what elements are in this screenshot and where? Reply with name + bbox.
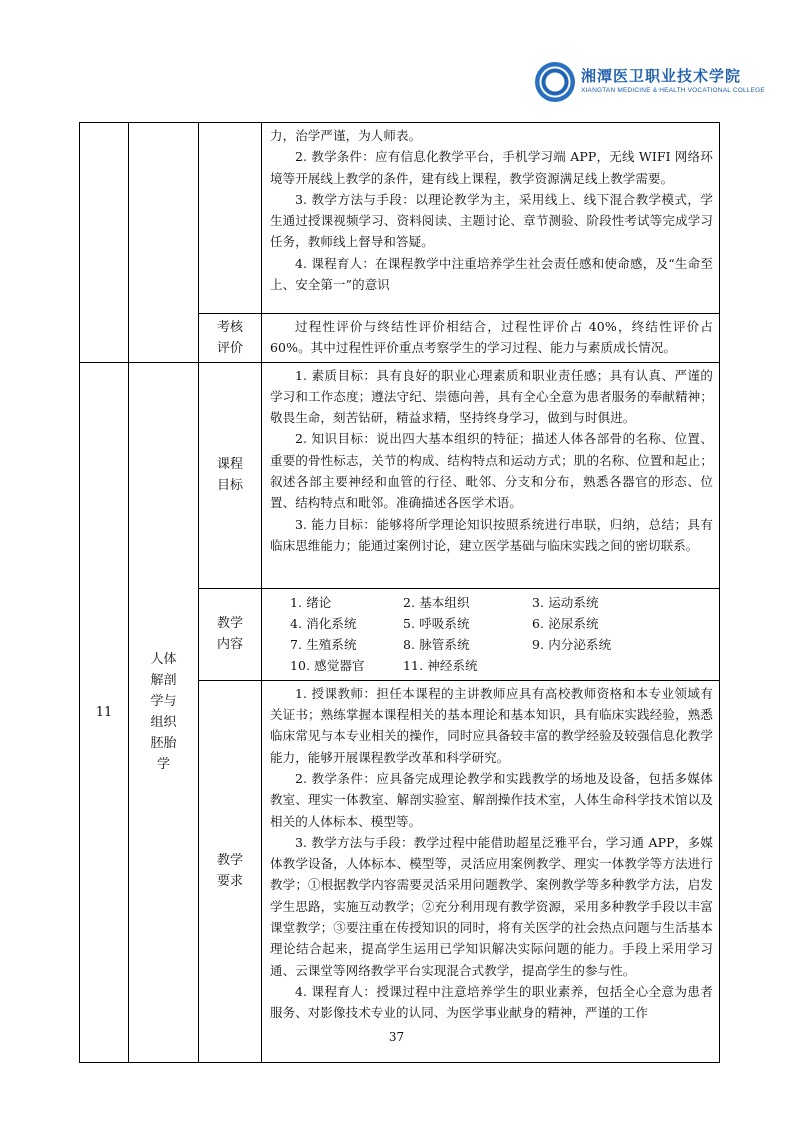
course-table xyxy=(79,122,720,1063)
list-item: 6. 泌尿系统 xyxy=(532,615,599,631)
course-name-cell xyxy=(129,362,199,1062)
course-number: 11 xyxy=(95,704,113,720)
table-row xyxy=(80,123,720,314)
paragraph: 4. 课程育人：在课程教学中注重培养学生社会责任感和使命感，及“生命至上、安全第一”的意识 xyxy=(270,255,713,293)
list-item: 5. 呼吸系统 xyxy=(403,615,470,631)
college-logo xyxy=(535,58,765,108)
paragraph: 2. 教学条件：应有信息化教学平台，手机学习端 APP，无线 WIFI 网络环境等开展线上教学的条件，建有线上课程，教学资源满足线上教学需要。 xyxy=(270,149,713,186)
prev-course-name-cell xyxy=(129,123,199,363)
content-cell xyxy=(262,588,720,680)
list-item: 9. 内分泌系统 xyxy=(532,637,612,653)
prev-requirements-label-cell xyxy=(199,123,262,314)
requirements-cell xyxy=(262,680,720,1062)
list-item: 8. 脉管系统 xyxy=(403,637,470,653)
content-list xyxy=(270,591,713,677)
list-item: 11. 神经系统 xyxy=(403,658,478,674)
paragraph: 3. 教学方法与手段：以理论教学为主，采用线上、线下混合教学模式，学生通过授课视频学习、资料阅读、主题讨论、章节测验、阶段性考试等完成学习任务，教师线上督导和答疑。 xyxy=(270,191,713,250)
content-label-cell xyxy=(199,588,262,680)
logo-chinese-name: 湘潭医卫职业技术学院 xyxy=(581,67,742,85)
list-item: 4. 消化系统 xyxy=(290,615,357,631)
prev-requirements-cell xyxy=(262,123,720,314)
objectives-label: 课程目标 xyxy=(216,457,243,494)
table-row xyxy=(80,362,720,588)
list-item: 7. 生殖系统 xyxy=(290,637,357,653)
paragraph: 2. 知识目标：说出四大基本组织的特征；描述人体各部骨的名称、位置、重要的骨性标志，关节的构成、结构特点和运动方式；肌的名称、位置和起止；叙述各部主要神经和血管的行径、毗邻、分支和分布，熟悉各器官的形态、位置、结构特点和毗邻。准确描述各医学术语。 xyxy=(270,431,713,511)
list-item: 10. 感觉器官 xyxy=(290,658,365,674)
prev-course-number-cell xyxy=(80,123,129,363)
assessment-label-cell xyxy=(199,314,262,363)
course-number-cell xyxy=(80,362,129,1062)
paragraph: 3. 能力目标：能够将所学理论知识按照系统进行串联，归纳，总结；具有临床思维能力；能通过案例讨论，建立医学基础与临床实践之间的密切联系。 xyxy=(270,516,713,553)
objectives-cell xyxy=(262,362,720,588)
college-emblem-icon xyxy=(535,62,575,102)
paragraph: 3. 教学方法与手段：教学过程中能借助超星泛雅平台，学习通 APP，多媒体教学设备，人体标本、模型等，灵活应用案例教学、理实一体教学等方法进行教学；①根据教学内容需要灵活采用问题教学、案例教学等多种教学方法，启发学生思路，实施互动教学；②充分利用现有教学资源，采用多种教学手段以丰富课堂教学；③要注重在传授知识的同时，将有关医学的社会热点问题与生活基本理论结合起来，提高学生运用已学知识解决实际问题的能力。手段上采用学习通、云课堂等网络教学平台实现混合式教学，提高学生的参与性。 xyxy=(270,834,713,978)
list-item: 2. 基本组织 xyxy=(403,594,470,610)
content-label: 教学内容 xyxy=(216,616,243,653)
page-number: 37 xyxy=(388,1030,405,1044)
paragraph: 4. 课程育人：授课过程中注意培养学生的职业素养，包括全心全意为患者服务、对影像技术专业的认同、为医学事业献身的精神，严谨的工作 xyxy=(270,983,713,1021)
paragraph: 1. 授课教师：担任本课程的主讲教师应具有高校教师资格和本专业领域有关证书；熟练掌握本课程相关的基本理论和基本知识，具有临床实践经验，熟悉临床常见与本专业相关的操作，同时应具备较丰富的教学经验及较强信息化教学能力，能够开展课程教学改革和科学研究。 xyxy=(270,685,713,765)
assessment-cell xyxy=(262,314,720,363)
list-item: 3. 运动系统 xyxy=(532,594,599,610)
assessment-label: 考核评价 xyxy=(216,319,243,356)
requirements-label: 教学要求 xyxy=(216,853,243,890)
objectives-label-cell xyxy=(199,362,262,588)
course-name: 人体解剖学与组织胚胎学 xyxy=(150,652,177,773)
requirements-label-cell xyxy=(199,680,262,1062)
list-item: 1. 绪论 xyxy=(290,594,332,610)
paragraph: 力，治学严谨，为人师表。 xyxy=(270,128,422,143)
logo-english-name: XIANGTAN MEDICINE & HEALTH VOCATIONAL COLLEGE xyxy=(581,87,765,94)
paragraph: 1. 素质目标：具有良好的职业心理素质和职业责任感；具有认真、严谨的学习和工作态度；遵法守纪、崇德向善，具有全心全意为患者服务的奉献精神；敬畏生命，刻苦钻研，精益求精，坚持终身学习，做到与时俱进。 xyxy=(270,367,713,426)
paragraph: 2. 教学条件：应具备完成理论教学和实践教学的场地及设备，包括多媒体教室、理实一体教室、解剖实验室、解剖操作技术室，人体生命科学技术馆以及相关的人体标本、模型等。 xyxy=(270,770,713,829)
assessment-text: 过程性评价与终结性评价相结合，过程性评价占 40%，终结性评价占 60%。其中过程性评价重点考察学生的学习过程、能力与素质成长情况。 xyxy=(270,319,713,356)
